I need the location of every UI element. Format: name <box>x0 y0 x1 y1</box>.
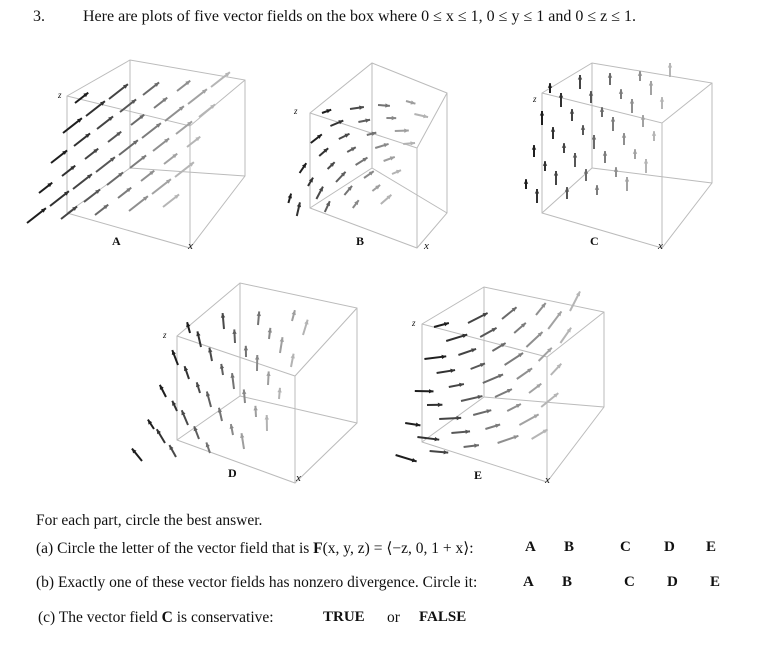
vector-arrowhead <box>265 415 269 420</box>
vector-arrowhead <box>603 151 607 156</box>
vector-field-plot-a <box>55 48 255 258</box>
part-b-option-b[interactable]: B <box>562 574 573 590</box>
part-c-or: or <box>387 609 400 626</box>
vector-arrowhead <box>554 171 558 176</box>
part-c-suffix: is conservative: <box>172 609 274 626</box>
part-c-question <box>38 609 274 627</box>
part-c-option-false[interactable]: FALSE <box>419 609 467 625</box>
plot-label-c: C <box>590 234 599 248</box>
part-c-field: C <box>161 609 173 626</box>
instructions: For each part, circle the best answer. <box>36 512 263 529</box>
part-b-question: (b) Exactly one of these vector fields has nonzero divergence. Circle it: <box>36 574 478 591</box>
axis-z-label-b: z <box>294 106 298 116</box>
axis-x-label-a: x <box>188 240 193 252</box>
vector-arrowhead <box>535 189 539 194</box>
vector-arrowhead <box>638 71 642 76</box>
vector-arrowhead <box>668 63 672 68</box>
part-c-prefix: (c) The vector field <box>38 609 162 626</box>
vector-arrowhead <box>589 91 593 96</box>
question-prompt: Here are plots of five vector fields on the box where 0 ≤ x ≤ 1, 0 ≤ y ≤ 1 and 0 ≤ z ≤ 1. <box>83 8 636 25</box>
axis-x-label-b: x <box>424 240 429 252</box>
vector-arrowhead <box>244 346 248 351</box>
vector-arrowhead <box>540 111 544 116</box>
vector-arrowhead <box>257 311 261 316</box>
vector-arrowhead <box>595 185 599 190</box>
vector-arrowhead <box>614 167 618 172</box>
vector-arrowhead <box>266 371 270 376</box>
vector-arrowhead <box>652 131 656 136</box>
vector-arrowhead <box>457 416 462 420</box>
vector-field-plot-d <box>165 278 365 488</box>
plot-label-a: A <box>112 234 121 248</box>
part-c-option-true[interactable]: TRUE <box>323 609 365 625</box>
vector-arrowhead <box>573 153 577 158</box>
vector-field-plot-b <box>292 58 452 258</box>
vector-arrowhead <box>438 403 443 407</box>
part-a-option-c[interactable]: C <box>620 539 631 555</box>
vector-arrowhead <box>465 430 470 434</box>
vector-arrowhead <box>390 156 395 160</box>
vector-arrowhead <box>404 128 409 132</box>
vector-arrowhead <box>641 115 645 120</box>
vector-arrowhead <box>543 161 547 166</box>
plot-d <box>165 278 365 493</box>
axis-z-label-d: z <box>163 330 167 340</box>
vector-arrowhead <box>548 83 552 88</box>
vector-arrowhead <box>429 389 434 393</box>
vector-arrowhead <box>562 143 566 148</box>
vector-arrowhead <box>578 75 582 80</box>
vector-arrowhead <box>622 133 626 138</box>
vector-arrowhead <box>232 329 236 334</box>
plot-a <box>55 48 255 263</box>
vector-arrowhead <box>524 179 528 184</box>
axis-z-label-a: z <box>58 90 62 100</box>
part-a-option-a[interactable]: A <box>525 539 536 555</box>
vector-arrowhead <box>513 435 518 439</box>
part-a-option-b[interactable]: B <box>564 539 575 555</box>
part-b-option-a[interactable]: A <box>523 574 534 590</box>
part-a-option-d[interactable]: D <box>664 539 675 555</box>
plot-e <box>412 282 612 497</box>
vector-arrowhead <box>444 450 449 454</box>
vector-arrowhead <box>255 355 259 360</box>
vector-arrowhead <box>392 116 397 120</box>
vector-arrowhead <box>410 141 415 145</box>
vector-arrowhead <box>633 149 637 154</box>
axis-x-label-d: x <box>296 472 301 484</box>
vector-arrowhead <box>242 389 246 394</box>
vector-arrowhead <box>608 73 612 78</box>
part-a-option-e[interactable]: E <box>706 539 717 555</box>
axis-x-label-c: x <box>658 240 663 252</box>
vector-arrowhead <box>660 97 664 102</box>
vector-arrowhead <box>611 117 615 122</box>
vector-arrowhead <box>649 81 653 86</box>
vector-arrowhead <box>644 159 648 164</box>
vector-arrowhead <box>570 109 574 114</box>
vector-arrowhead <box>551 127 555 132</box>
vector-arrowhead <box>471 348 476 352</box>
vector-arrowhead <box>206 442 210 447</box>
plot-label-b: B <box>356 234 365 248</box>
vector-arrowhead <box>532 145 536 150</box>
vector-arrowhead <box>277 388 281 393</box>
vector-arrowhead <box>584 169 588 174</box>
part-b-option-d[interactable]: D <box>667 574 678 590</box>
part-a-field-name: F <box>313 540 323 557</box>
plot-label-e: E <box>474 468 483 482</box>
vector-arrowhead <box>221 313 225 318</box>
vector-arrowhead <box>326 109 331 113</box>
vector-arrowhead <box>184 366 188 371</box>
vector-field-plot-c <box>532 58 717 258</box>
plot-c <box>532 58 717 263</box>
axis-z-label-e: z <box>412 318 416 328</box>
vector-arrowhead <box>630 99 634 104</box>
vector-arrowhead <box>253 406 257 411</box>
part-a-question <box>36 539 474 558</box>
vector-field-plot-e <box>412 282 612 492</box>
vector-arrowhead <box>559 93 563 98</box>
part-b-option-e[interactable]: E <box>710 574 721 590</box>
plot-b <box>292 58 452 263</box>
vector-arrowhead <box>385 103 390 107</box>
axis-x-label-e: x <box>545 474 550 486</box>
part-a-prefix: (a) Circle the letter of the vector field that is <box>36 540 314 557</box>
question-number: 3. <box>33 8 45 25</box>
axis-z-label-c: z <box>533 94 537 104</box>
part-a-field-def: (x, y, z) = ⟨−z, 0, 1 + x⟩: <box>322 540 474 557</box>
part-b-option-c[interactable]: C <box>624 574 635 590</box>
plot-label-d: D <box>228 466 237 480</box>
vector-arrowhead <box>625 177 629 182</box>
vector-arrowhead <box>619 89 623 94</box>
vector-arrowhead <box>581 125 585 130</box>
